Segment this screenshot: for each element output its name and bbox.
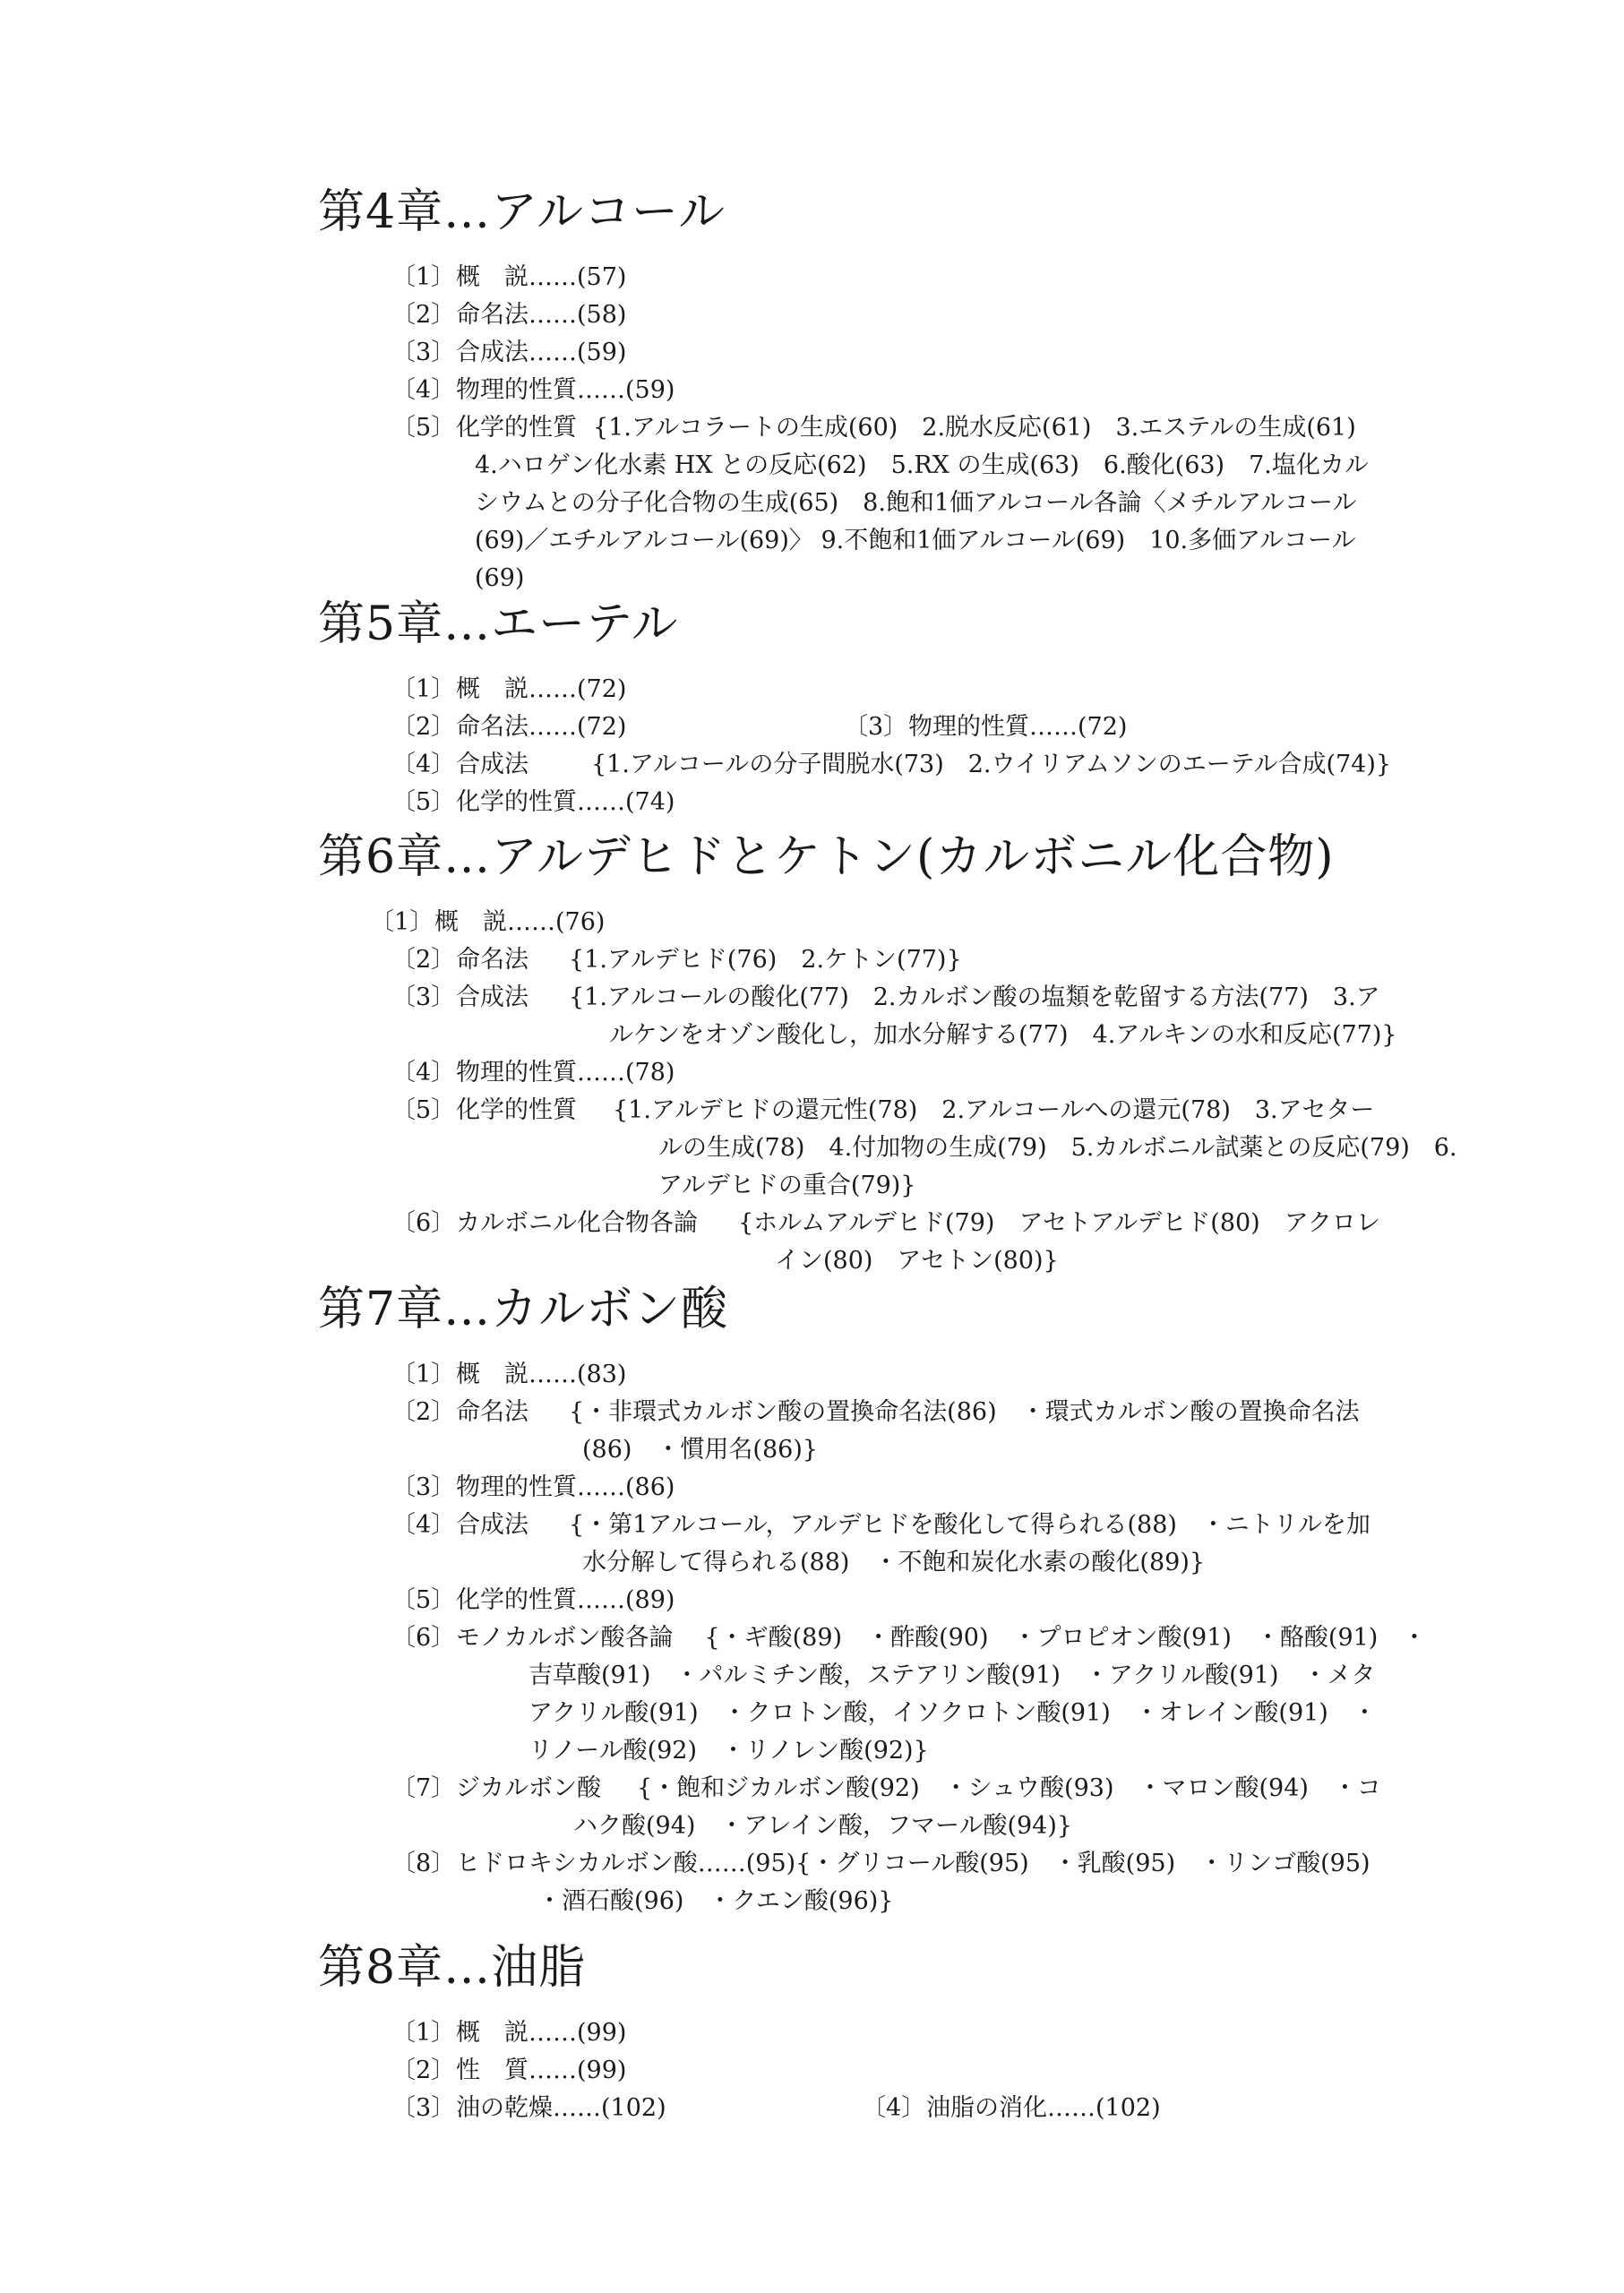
entry-label: 命名法 <box>456 1398 528 1426</box>
entry-page: ……(99) <box>528 2019 627 2047</box>
chapter-title: 第6章…アルデヒドとケトン(カルボニル化合物) <box>318 830 1335 884</box>
entry-continuation: (69) <box>475 564 525 592</box>
chapter-6 <box>318 829 1572 1280</box>
chapter-5 <box>318 596 1572 821</box>
toc-entry <box>391 1507 1572 1544</box>
entry-continuation: ・酒石酸(96) ・クエン酸(96)} <box>537 1887 894 1915</box>
entry-label: 合成法 <box>456 751 528 778</box>
chapter-entries <box>318 1356 1572 1920</box>
entry-number: 〔1〕 <box>391 1361 456 1388</box>
entry-number: 〔2〕 <box>391 2057 456 2084</box>
chapter-title: 第7章…カルボン酸 <box>318 1283 729 1336</box>
entry-label: 命名法 <box>456 946 528 974</box>
toc-entry <box>391 1394 1572 1431</box>
toc-entry <box>391 259 1572 296</box>
entry-page: ……(102) <box>1047 2094 1161 2122</box>
chapter-entries <box>318 259 1572 597</box>
toc-entry <box>391 1770 1572 1808</box>
entry-label: モノカルボン酸各論 <box>456 1624 674 1652</box>
entry-detail-line: {・ギ酸(89) ・酢酸(90) ・プロピオン酸(91) ・酪酸(91) ・ <box>704 1624 1427 1652</box>
entry-number: 〔2〕 <box>391 1398 456 1426</box>
entry-continuation: イン(80) アセトン(80)} <box>775 1247 1059 1275</box>
chapter-8 <box>318 1939 1572 2127</box>
entry-detail-line: {1.アルコラートの生成(60) 2.脱水反応(61) 3.エステルの生成(61) <box>593 414 1356 442</box>
entry-label: 命名法 <box>456 713 528 741</box>
entry-label: 合成法 <box>456 983 528 1011</box>
entry-continuation: リノール酸(92) ・リノレン酸(92)} <box>528 1737 929 1765</box>
entry-number: 〔3〕 <box>391 2094 456 2122</box>
entry-detail-line: {・非環式カルボン酸の置換命名法(86) ・環式カルボン酸の置換命名法 <box>569 1398 1360 1426</box>
chapter-entries <box>318 904 1572 1280</box>
toc-entry <box>391 1619 1572 1657</box>
entry-number: 〔6〕 <box>391 1624 456 1652</box>
entry-continuation: ルケンをオゾン酸化し，加水分解する(77) 4.アルキンの水和反応(77)} <box>609 1021 1397 1049</box>
chapter-title: 第5章…エーテル <box>318 597 679 651</box>
entry-number: 〔1〕 <box>391 263 456 291</box>
entry-continuation: アクリル酸(91) ・クロトン酸，イソクロトン酸(91) ・オレイン酸(91) ・ <box>528 1699 1377 1727</box>
toc-entry <box>391 1092 1572 1129</box>
entry-label: 物理的性質 <box>908 713 1029 741</box>
entry-detail-line: {1.アルコールの分子間脱水(73) 2.ウイリアムソンのエーテル合成(74)} <box>591 751 1392 778</box>
entry-page: ……(89) <box>577 1586 675 1614</box>
entry-detail-line: {・飽和ジカルボン酸(92) ・シュウ酸(93) ・マロン酸(94) ・コ <box>637 1774 1381 1802</box>
entry-number: 〔4〕 <box>391 751 456 778</box>
entry-number: 〔1〕 <box>391 675 456 703</box>
entry-page: ……(99) <box>528 2057 627 2084</box>
entry-continuation: ルの生成(78) 4.付加物の生成(79) 5.カルボニル試薬との反応(79) 6. <box>658 1134 1457 1162</box>
toc-entry <box>391 409 1572 447</box>
entry-label: 概 説 <box>456 675 528 703</box>
toc-entry <box>391 979 1572 1017</box>
toc-entry <box>391 746 1572 784</box>
entry-detail-line: ……(95){・グリコール酸(95) ・乳酸(95) ・リンゴ酸(95) <box>697 1850 1371 1877</box>
toc-entry <box>370 904 1572 941</box>
entry-page: ……(59) <box>528 339 627 366</box>
toc-entry <box>391 1356 1572 1394</box>
entry-number: 〔3〕 <box>391 1473 456 1501</box>
entry-label: 化学的性質 <box>456 1586 577 1614</box>
toc-entry <box>391 1845 1572 1883</box>
toc-entry <box>391 784 1572 821</box>
entry-continuation: 吉草酸(91) ・パルミチン酸，ステアリン酸(91) ・アクリル酸(91) ・メタ <box>528 1662 1376 1689</box>
entry-number: 〔4〕 <box>862 2094 926 2122</box>
entry-label: 物理的性質 <box>456 376 577 404</box>
toc-entry <box>391 372 1572 409</box>
entry-number: 〔1〕 <box>370 908 434 936</box>
entry-page: ……(72) <box>528 713 627 741</box>
chapter-entries <box>318 2014 1572 2127</box>
toc-entry <box>391 2014 1572 2052</box>
entry-page: ……(59) <box>577 376 675 404</box>
entry-number: 〔5〕 <box>391 1096 456 1124</box>
entry-number: 〔7〕 <box>391 1774 456 1802</box>
entry-number: 〔5〕 <box>391 414 456 442</box>
entry-label: カルボニル化合物各論 <box>456 1209 698 1237</box>
entry-number: 〔4〕 <box>391 376 456 404</box>
toc-entry <box>391 1582 1572 1619</box>
entry-label: 概 説 <box>456 2019 528 2047</box>
chapter-7 <box>318 1281 1572 1920</box>
toc-entry <box>391 1054 1572 1092</box>
entry-number: 〔8〕 <box>391 1850 456 1877</box>
entry-continuation: アルデヒドの重合(79)} <box>658 1172 916 1199</box>
toc-entry <box>391 709 1572 746</box>
entry-number: 〔2〕 <box>391 301 456 329</box>
entry-label: 物理的性質 <box>456 1059 577 1086</box>
entry-page: ……(58) <box>528 301 627 329</box>
entry-page: ……(74) <box>577 788 675 816</box>
toc-entry <box>391 2052 1572 2090</box>
entry-number: 〔6〕 <box>391 1209 456 1237</box>
entry-label: 化学的性質 <box>456 1096 577 1124</box>
toc-entry <box>391 671 1572 709</box>
entry-detail-line: {・第1アルコール，アルデヒドを酸化して得られる(88) ・ニトリルを加 <box>569 1511 1371 1539</box>
entry-page: ……(72) <box>528 675 627 703</box>
toc-entry <box>391 1469 1572 1507</box>
entry-label: 物理的性質 <box>456 1473 577 1501</box>
entry-continuation: ハク酸(94) ・アレイン酸，フマール酸(94)} <box>573 1812 1073 1840</box>
chapter-title: 第8章…油脂 <box>318 1941 587 1995</box>
toc-entry <box>391 1205 1572 1242</box>
entry-number: 〔5〕 <box>391 1586 456 1614</box>
entry-continuation: (69)／エチルアルコール(69)〉 9.不飽和1価アルコール(69) 10.多価アルコール <box>475 527 1356 554</box>
entry-number: 〔3〕 <box>391 983 456 1011</box>
entry-label: ジカルボン酸 <box>456 1774 601 1802</box>
entry-continuation: シウムとの分子化合物の生成(65) 8.飽和1価アルコール各論〈メチルアルコール <box>475 489 1357 517</box>
entry-label: 命名法 <box>456 301 528 329</box>
entry-number: 〔2〕 <box>391 713 456 741</box>
entry-detail-line: {1.アルデヒド(76) 2.ケトン(77)} <box>569 946 962 974</box>
entry-number: 〔5〕 <box>391 788 456 816</box>
entry-label: ヒドロキシカルボン酸 <box>456 1850 698 1877</box>
entry-page: ……(76) <box>507 908 606 936</box>
chapter-title: 第4章…アルコール <box>318 185 726 239</box>
entry-continuation: (86) ・慣用名(86)} <box>582 1436 819 1464</box>
entry-number: 〔4〕 <box>391 1511 456 1539</box>
entry-label: 性 質 <box>456 2057 528 2084</box>
entry-continuation: 水分解して得られる(88) ・不飽和炭化水素の酸化(89)} <box>582 1549 1206 1576</box>
entry-label: 概 説 <box>434 908 507 936</box>
entry-page: ……(86) <box>577 1473 675 1501</box>
entry-number: 〔3〕 <box>844 713 908 741</box>
entry-label: 合成法 <box>456 339 528 366</box>
toc-entry <box>391 2090 1572 2127</box>
entry-label: 概 説 <box>456 263 528 291</box>
entry-page: ……(57) <box>528 263 627 291</box>
toc-entry <box>391 941 1572 979</box>
entry-detail-line: {1.アルコールの酸化(77) 2.カルボン酸の塩類を乾留する方法(77) 3.ア <box>569 983 1380 1011</box>
chapter-4 <box>318 184 1572 597</box>
entry-label: 概 説 <box>456 1361 528 1388</box>
entry-number: 〔3〕 <box>391 339 456 366</box>
entry-page: ……(72) <box>1029 713 1128 741</box>
entry-page: ……(78) <box>577 1059 675 1086</box>
entry-number: 〔2〕 <box>391 946 456 974</box>
entry-number: 〔4〕 <box>391 1059 456 1086</box>
toc-entry-second-column <box>844 709 1127 746</box>
entry-number: 〔1〕 <box>391 2019 456 2047</box>
entry-detail-line: {ホルムアルデヒド(79) アセトアルデヒド(80) アクロレ <box>738 1209 1380 1237</box>
toc-entry <box>391 296 1572 334</box>
entry-label: 化学的性質 <box>456 414 577 442</box>
entry-detail-line: {1.アルデヒドの還元性(78) 2.アルコールへの還元(78) 3.アセター <box>613 1096 1375 1124</box>
entry-page: ……(102) <box>553 2094 666 2122</box>
toc-entry-second-column <box>862 2090 1161 2127</box>
chapter-entries <box>318 671 1572 821</box>
entry-label: 油の乾燥 <box>456 2094 553 2122</box>
entry-page: ……(83) <box>528 1361 627 1388</box>
entry-label: 合成法 <box>456 1511 528 1539</box>
entry-label: 化学的性質 <box>456 788 577 816</box>
toc-entry <box>391 334 1572 372</box>
entry-continuation: 4.ハロゲン化水素 HX との反応(62) 5.RX の生成(63) 6.酸化(63) 7.塩化カル <box>475 451 1369 479</box>
entry-label: 油脂の消化 <box>926 2094 1047 2122</box>
